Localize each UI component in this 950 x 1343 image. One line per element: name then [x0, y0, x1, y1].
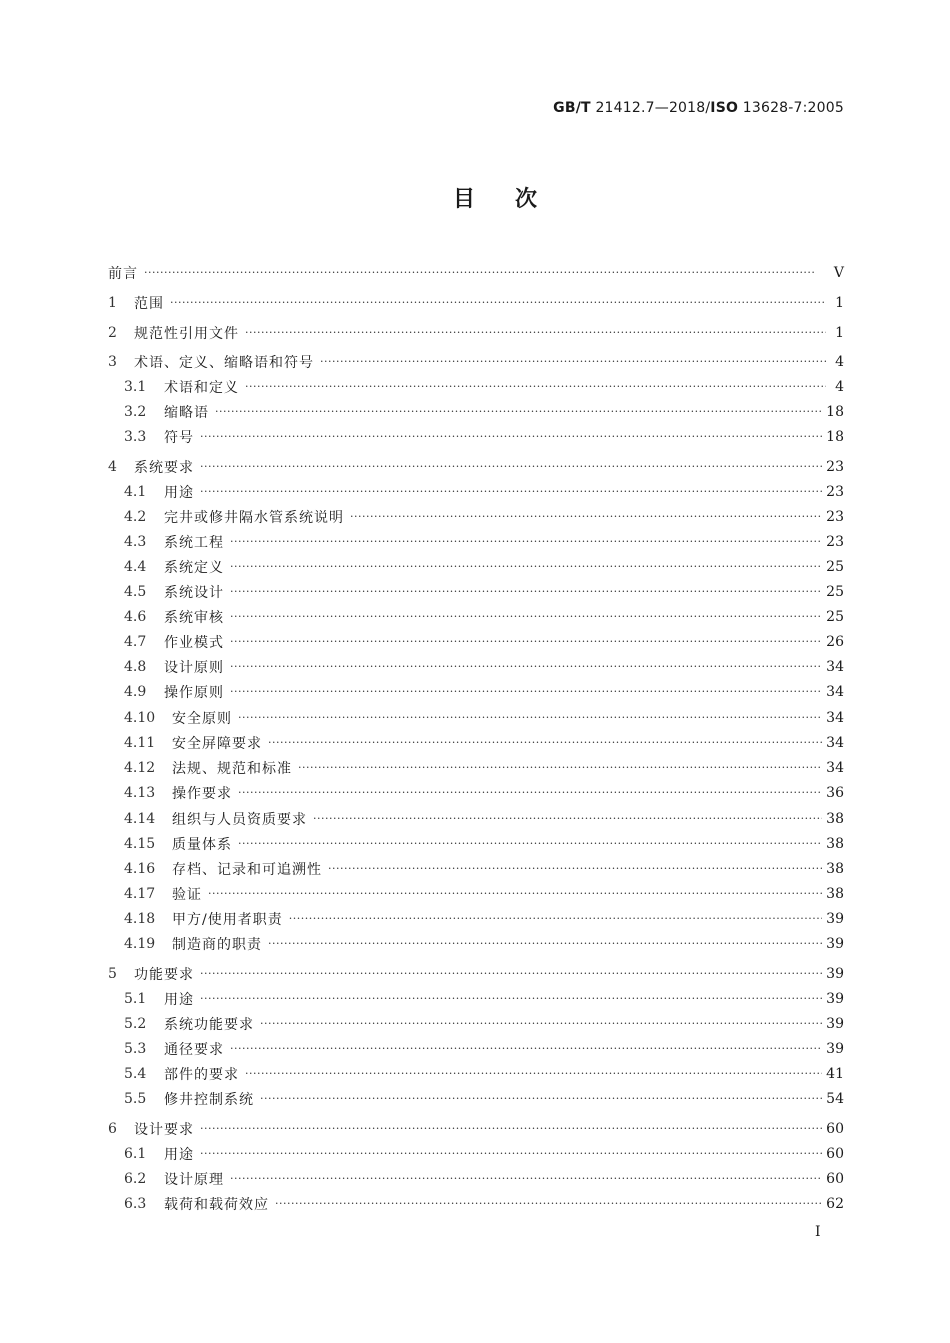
toc-entry-label: 前言	[108, 266, 138, 282]
toc-entry[interactable]	[108, 351, 844, 373]
toc-entry-label: 安全原则	[172, 711, 232, 727]
toc-entry-label: 存档、记录和可追溯性	[172, 862, 322, 878]
toc-entry-label: 系统工程	[164, 535, 224, 551]
toc-entry-label: 系统设计	[164, 585, 224, 601]
toc-entry-page: 34	[826, 659, 844, 675]
toc-leader-dots	[238, 786, 822, 799]
toc-entry-number: 2	[108, 325, 117, 341]
toc-entry[interactable]	[108, 1143, 844, 1165]
toc-entry-page: 23	[826, 459, 844, 475]
toc-entry[interactable]	[108, 631, 844, 653]
toc-leader-dots	[208, 887, 822, 900]
toc-entry-page: 36	[826, 785, 844, 801]
toc-entry-number: 6.2	[124, 1171, 147, 1187]
toc-entry-number: 3.2	[124, 404, 147, 420]
toc-entry-label: 操作原则	[164, 685, 224, 701]
toc-entry-page: 4	[835, 354, 844, 370]
toc-entry-label: 作业模式	[164, 635, 224, 651]
toc-entry[interactable]	[108, 757, 844, 779]
toc-entry-label: 系统要求	[134, 460, 194, 476]
toc-entry-number: 4.18	[124, 911, 156, 927]
toc-entry-number: 4.11	[124, 735, 156, 751]
standard-number: 21412.7—2018/	[590, 100, 711, 116]
toc-entry[interactable]	[108, 376, 844, 398]
toc-leader-dots	[313, 812, 822, 825]
toc-entry-page: 18	[826, 429, 844, 445]
toc-leader-dots	[230, 660, 822, 673]
toc-leader-dots	[230, 560, 822, 573]
toc-leader-dots	[268, 937, 822, 950]
toc-entry-label: 操作要求	[172, 786, 232, 802]
toc-entry-page: 38	[826, 811, 844, 827]
toc-leader-dots	[230, 585, 822, 598]
toc-entry-page: 34	[826, 760, 844, 776]
toc-entry-page: 4	[835, 379, 844, 395]
toc-leader-dots	[200, 967, 822, 980]
toc-entry-page: 38	[826, 861, 844, 877]
toc-entry-page: 39	[826, 936, 844, 952]
toc-entry-number: 3.3	[124, 429, 147, 445]
toc-entry-number: 5.5	[124, 1091, 147, 1107]
toc-entry-number: 4.12	[124, 760, 156, 776]
toc-entry-number: 4.19	[124, 936, 156, 952]
toc-entry-label: 法规、规范和标准	[172, 761, 292, 777]
toc-entry[interactable]	[108, 481, 844, 503]
toc-entry[interactable]	[108, 1013, 844, 1035]
toc-entry-label: 缩略语	[164, 405, 209, 421]
toc-entry[interactable]	[108, 456, 844, 478]
toc-entry-label: 甲方/使用者职责	[172, 912, 283, 928]
toc-entry-label: 组织与人员资质要求	[172, 812, 307, 828]
toc-entry-page: 34	[826, 710, 844, 726]
toc-entry-label: 用途	[164, 1147, 194, 1163]
toc-entry-label: 载荷和载荷效应	[164, 1197, 269, 1213]
toc-entry-label: 修井控制系统	[164, 1092, 254, 1108]
toc-entry[interactable]	[108, 883, 844, 905]
toc-entry-label: 用途	[164, 485, 194, 501]
toc-entry[interactable]	[108, 1168, 844, 1190]
toc-entry[interactable]	[108, 833, 844, 855]
toc-entry-page: 60	[826, 1171, 844, 1187]
toc-entry-page: 38	[826, 836, 844, 852]
toc-leader-dots	[298, 761, 822, 774]
toc-leader-dots	[268, 736, 822, 749]
toc-entry[interactable]	[108, 988, 844, 1010]
toc-entry[interactable]	[108, 581, 844, 603]
toc-entry-page: 25	[826, 559, 844, 575]
toc-entry[interactable]	[108, 262, 844, 284]
toc-entry-number: 5.2	[124, 1016, 147, 1032]
toc-entry-number: 3.1	[124, 379, 147, 395]
toc-entry-label: 用途	[164, 992, 194, 1008]
toc-entry-label: 系统审核	[164, 610, 224, 626]
toc-entry-label: 符号	[164, 430, 194, 446]
toc-entry[interactable]	[108, 707, 844, 729]
toc-leader-dots	[260, 1092, 822, 1105]
toc-entry-number: 6.1	[124, 1146, 147, 1162]
toc-entry-page: 1	[835, 295, 844, 311]
toc-leader-dots	[170, 296, 826, 309]
toc-leader-dots	[200, 460, 822, 473]
toc-entry-number: 4.3	[124, 534, 147, 550]
document-code-header	[553, 100, 844, 116]
toc-entry-page: 23	[826, 509, 844, 525]
toc-entry-label: 系统定义	[164, 560, 224, 576]
toc-entry-number: 4.13	[124, 785, 156, 801]
toc-entry[interactable]	[108, 556, 844, 578]
toc-entry[interactable]	[108, 908, 844, 930]
toc-entry-page: 39	[826, 911, 844, 927]
toc-leader-dots	[230, 685, 822, 698]
toc-leader-dots	[350, 510, 822, 523]
toc-entry[interactable]	[108, 933, 844, 955]
toc-entry-page: 25	[826, 584, 844, 600]
toc-entry-page: 60	[826, 1146, 844, 1162]
toc-entry[interactable]	[108, 963, 844, 985]
toc-entry[interactable]	[108, 292, 844, 314]
toc-entry[interactable]	[108, 401, 844, 423]
toc-leader-dots	[245, 326, 826, 339]
page-title: 目次	[452, 187, 577, 212]
toc-entry-label: 设计要求	[134, 1122, 194, 1138]
toc-entry-page: 23	[826, 534, 844, 550]
toc-leader-dots	[275, 1197, 822, 1210]
toc-leader-dots	[230, 1042, 822, 1055]
toc-entry-page: 39	[826, 1041, 844, 1057]
toc-leader-dots	[200, 1122, 822, 1135]
toc-entry[interactable]	[108, 858, 844, 880]
toc-entry-label: 验证	[172, 887, 202, 903]
toc-entry-number: 4.16	[124, 861, 156, 877]
toc-entry-number: 4.17	[124, 886, 156, 902]
toc-entry[interactable]	[108, 1038, 844, 1060]
toc-entry-label: 安全屏障要求	[172, 736, 262, 752]
toc-entry-label: 质量体系	[172, 837, 232, 853]
toc-entry[interactable]	[108, 506, 844, 528]
toc-entry[interactable]	[108, 656, 844, 678]
toc-leader-dots	[260, 1017, 822, 1030]
toc-entry-number: 4.1	[124, 484, 147, 500]
toc-entry-page: 41	[826, 1066, 844, 1082]
toc-entry-label: 通径要求	[164, 1042, 224, 1058]
toc-entry-page: 34	[826, 735, 844, 751]
toc-entry[interactable]	[108, 1193, 844, 1215]
toc-entry-page: 39	[826, 1016, 844, 1032]
standard-prefix: GB/T	[553, 100, 591, 116]
toc-entry-number: 5.3	[124, 1041, 147, 1057]
toc-entry-number: 4.10	[124, 710, 156, 726]
toc-entry-page: 25	[826, 609, 844, 625]
toc-entry-number: 4.7	[124, 634, 147, 650]
toc-leader-dots	[230, 1172, 822, 1185]
toc-leader-dots	[215, 405, 822, 418]
toc-entry[interactable]	[108, 732, 844, 754]
toc-entry-page: 1	[835, 325, 844, 341]
toc-entry-number: 3	[108, 354, 117, 370]
toc-entry-page: 18	[826, 404, 844, 420]
toc-leader-dots	[230, 535, 822, 548]
toc-entry-page: 60	[826, 1121, 844, 1137]
toc-leader-dots	[230, 635, 822, 648]
toc-entry-number: 6.3	[124, 1196, 147, 1212]
toc-entry-page: 38	[826, 886, 844, 902]
toc-entry-label: 术语和定义	[164, 380, 239, 396]
toc-entry-page: 54	[826, 1091, 844, 1107]
toc-entry-number: 4.5	[124, 584, 147, 600]
toc-leader-dots	[230, 610, 822, 623]
toc-leader-dots	[200, 1147, 822, 1160]
toc-entry-number: 1	[108, 295, 117, 311]
toc-leader-dots	[200, 992, 822, 1005]
toc-leader-dots	[238, 837, 822, 850]
toc-entry-label: 功能要求	[134, 967, 194, 983]
toc-leader-dots	[144, 266, 826, 279]
toc-entry-label: 系统功能要求	[164, 1017, 254, 1033]
toc-entry[interactable]	[108, 1063, 844, 1085]
toc-leader-dots	[289, 912, 822, 925]
toc-entry-number: 4.2	[124, 509, 147, 525]
toc-entry-number: 4	[108, 459, 117, 475]
toc-entry-number: 5.1	[124, 991, 147, 1007]
toc-leader-dots	[238, 711, 822, 724]
footer-page-number: I	[815, 1224, 821, 1240]
toc-entry-number: 6	[108, 1121, 117, 1137]
toc-entry-page: 39	[826, 991, 844, 1007]
toc-entry-number: 4.6	[124, 609, 147, 625]
toc-entry-page: 62	[826, 1196, 844, 1212]
toc-entry-number: 4.14	[124, 811, 156, 827]
toc-leader-dots	[200, 430, 822, 443]
toc-entry-page: V	[833, 265, 844, 281]
toc-entry[interactable]	[108, 606, 844, 628]
toc-entry-page: 26	[826, 634, 844, 650]
toc-leader-dots	[328, 862, 822, 875]
toc-entry[interactable]	[108, 426, 844, 448]
toc-entry-label: 术语、定义、缩略语和符号	[134, 355, 314, 371]
iso-number: 13628-7:2005	[738, 100, 844, 116]
toc-entry-page: 34	[826, 684, 844, 700]
toc-entry[interactable]	[108, 322, 844, 344]
toc-entry-label: 部件的要求	[164, 1067, 239, 1083]
toc-entry-page: 39	[826, 966, 844, 982]
toc-entry-label: 完井或修井隔水管系统说明	[164, 510, 344, 526]
toc-entry[interactable]	[108, 808, 844, 830]
toc-entry-label: 制造商的职责	[172, 937, 262, 953]
toc-leader-dots	[320, 355, 826, 368]
toc-entry-number: 4.8	[124, 659, 147, 675]
toc-entry-number: 5	[108, 966, 117, 982]
toc-entry-label: 设计原理	[164, 1172, 224, 1188]
toc-leader-dots	[245, 380, 826, 393]
toc-entry-label: 范围	[134, 296, 164, 312]
toc-entry-number: 4.15	[124, 836, 156, 852]
toc-entry-number: 4.9	[124, 684, 147, 700]
toc-entry[interactable]	[108, 531, 844, 553]
toc-entry[interactable]	[108, 782, 844, 804]
toc-entry[interactable]	[108, 1088, 844, 1110]
toc-entry[interactable]	[108, 1118, 844, 1140]
toc-leader-dots	[200, 485, 822, 498]
toc-leader-dots	[245, 1067, 822, 1080]
toc-entry-label: 设计原则	[164, 660, 224, 676]
toc-entry-label: 规范性引用文件	[134, 326, 239, 342]
toc-entry[interactable]	[108, 681, 844, 703]
toc-entry-number: 4.4	[124, 559, 147, 575]
toc-entry-page: 23	[826, 484, 844, 500]
toc-entry-number: 5.4	[124, 1066, 147, 1082]
iso-prefix: ISO	[710, 100, 739, 116]
